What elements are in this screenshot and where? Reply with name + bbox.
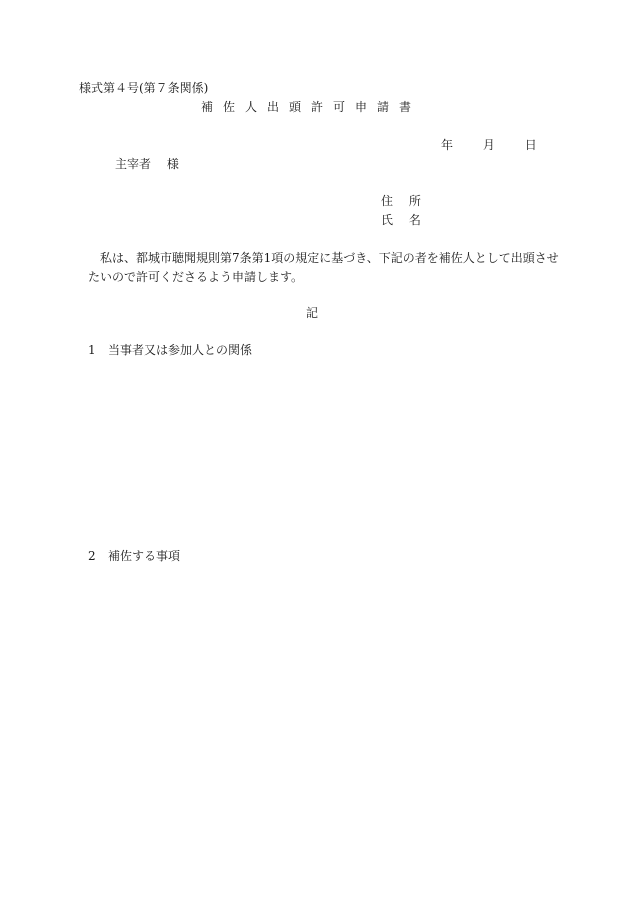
ki-heading: 記 — [306, 306, 319, 320]
applicant-name-label: 氏 名 — [381, 213, 421, 227]
application-body-text: 私は、都城市聴聞規則第7条第1項の規定に基づき、下記の者を補佐人として出頭させたいので許可くださるよう申請します。 — [88, 251, 559, 284]
item-number: 1 — [88, 343, 96, 357]
addressee — [115, 156, 179, 172]
date-year-label: 年 — [441, 138, 454, 152]
date-month-label: 月 — [482, 138, 495, 152]
item-label: 当事者又は参加人との関係 — [108, 343, 253, 357]
item-number: 2 — [88, 549, 96, 563]
item-assistance-matters — [88, 548, 180, 564]
form-number: 様式第４号(第７条関係) — [79, 81, 209, 95]
applicant-address-label: 住 所 — [381, 194, 421, 208]
date-line — [441, 137, 537, 153]
addressee-name: 主宰者 — [115, 157, 152, 171]
date-day-label: 日 — [524, 138, 537, 152]
item-label: 補佐する事項 — [108, 549, 181, 563]
addressee-honorific: 様 — [166, 157, 179, 171]
item-relationship — [88, 342, 252, 358]
document-title: 補佐人出頭許可申請書 — [201, 100, 422, 114]
